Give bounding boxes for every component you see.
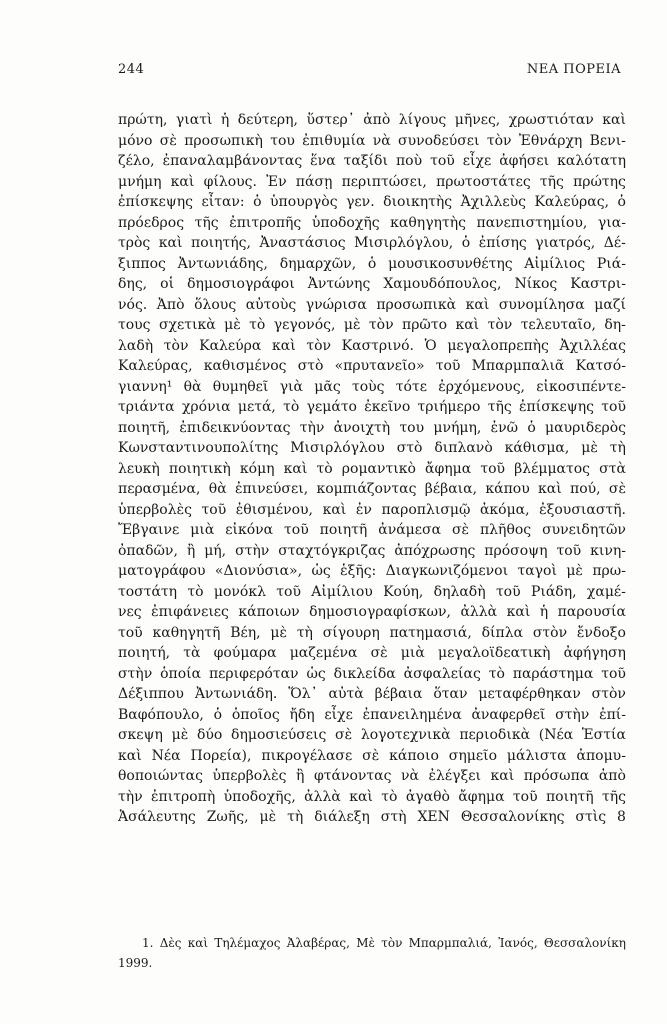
body-line: τους σχετικὰ μὲ τὸ γεγονός, μὲ τὸν πρῶτο καὶ τὸν τελευταῖο, δη- (118, 317, 626, 333)
body-line: σκεψη μὲ δύο δημοσιεύσεις σὲ λογοτεχνικὰ περιοδικὰ (Νέα Ἑστία (118, 727, 626, 743)
body-line: Δέξιππου Ἀντωνιάδη. Ὅλ᾽ αὐτὰ βέβαια ὅταν μεταφέρθηκαν στὸν (118, 686, 626, 702)
footnote-line: 1999. (118, 956, 153, 970)
body-line: ἐπίσκεψης εἶταν: ὁ ὑπουργὸς γεν. διοικητὴς Ἀχιλλεὺς Καλεύρας, ὁ (118, 194, 626, 210)
body-line: μόνο σὲ προσωπικὴ του ἐπιθυμία νὰ συνοδεύσει τὸν Ἐθνάρχη Βενι- (118, 132, 626, 149)
body-line: τοστάτη τὸ μονόκλ τοῦ Αἰμίλιου Κούη, δηλαδὴ τοῦ Ριάδη, χαμέ- (118, 583, 626, 600)
body-line: γιαννη¹ θὰ θυμηθεῖ γιὰ μᾶς τοὺς τότε ἐρχόμενους, εἰκοσιπέντε- (118, 378, 626, 395)
body-line: νός. Ἀπὸ ὅλους αὐτοὺς γνώρισα προσωπικὰ καὶ συνομίλησα μαζί (118, 296, 626, 313)
body-line: πρώτη, γιατὶ ἡ δεύτερη, ὕστερ᾽ ἀπὸ λίγους μῆνες, χρωστιόταν καὶ (118, 112, 626, 128)
page-number: 244 (118, 62, 145, 77)
body-line: πρόεδρος τῆς ἐπιτροπῆς ὑποδοχῆς καθηγητὴς πανεπιστημίου, για- (118, 214, 626, 231)
body-line: λευκὴ ποιητικὴ κόμη καὶ τὸ ρομαντικὸ ἄφημα τοῦ βλέμματος στὰ (118, 460, 626, 477)
body-line: ματογράφου «Διονύσια», ὡς ἑξῆς: Διαγκωνιζόμενοι ταγοὶ μὲ πρω- (118, 563, 626, 579)
footnote-line: 1. Δὲς καὶ Τηλέμαχος Ἀλαβέρας, Μὲ τὸν Μπαρμπαλιά, Ἰανός, Θεσσαλονίκη (142, 936, 626, 950)
body-line: καὶ Νέα Πορεία), πικρογέλασε σὲ κάποιο σημεῖο μάλιστα ἀπομυ- (118, 747, 626, 764)
body-line: τρὸς καὶ ποιητής, Ἀναστάσιος Μισιρλόγλου, ὁ ἐπίσης γιατρός, Δέ- (118, 235, 626, 251)
running-head-title: ΝΕΑ ΠΟΡΕΙΑ (526, 62, 621, 77)
body-line: Ἔβγαινε μιὰ εἰκόνα τοῦ ποιητῆ ἀνάμεσα σὲ πλῆθος συνειδητῶν (118, 522, 626, 538)
body-line: μνήμη καὶ φίλους. Ἐν πάσῃ περιπτώσει, πρωτοστάτες τῆς πρώτης (118, 173, 626, 190)
body-line: ξιππος Ἀντωνιάδης, δημαρχῶν, ὁ μουσικοσυνθέτης Αἰμίλιος Ριά- (118, 255, 626, 272)
body-line: τοῦ καθηγητῆ Βέη, μὲ τὴ σίγουρη πατημασιά, δίπλα στὸν ἔνδοξο (118, 624, 626, 641)
body-line: δης, οἱ δημοσιογράφοι Ἀντώνης Χαμουδόπουλος, Νίκος Καστρι- (118, 276, 626, 292)
body-text (118, 110, 626, 828)
body-line: ὑπερβολὲς τοῦ ἐθισμένου, καὶ ἐν παροπλισμῷ ἀκόμα, ἐξουσιαστῆ. (118, 501, 626, 518)
body-line: ζέλο, ἐπαναλαμβάνοντας ἕνα ταξίδι ποὺ τοῦ εἶχε ἀφήσει καλότατη (118, 153, 626, 169)
body-line: τὴν ἐπιτροπὴ ὑποδοχῆς, ἀλλὰ καὶ τὸ ἀγαθὸ ἄφημα τοῦ ποιητῆ τῆς (118, 788, 626, 805)
body-line: λαδὴ τὸν Καλεύρα καὶ τὸν Καστρινό. Ὁ μεγαλοπρεπὴς Ἀχιλλέας (118, 337, 626, 354)
body-line: τριάντα χρόνια μετά, τὸ γεμάτο ἐκεῖνο τριήμερο τῆς ἐπίσκεψης τοῦ (118, 399, 626, 415)
footnote (118, 933, 626, 973)
body-line: νες ἐπιφάνειες κάποιων δημοσιογραφίσκων, ἀλλὰ καὶ ἡ παρουσία (118, 604, 626, 620)
body-line: Καλεύρας, καθισμένος στὸ «πρυτανεῖο» τοῦ Μπαρμπαλιᾶ Κατσό- (118, 358, 626, 374)
body-line: ποιητή, τὰ φούμαρα μαζεμένα σὲ μιὰ μεγαλοϊδεατικὴ ἀφήγηση (118, 645, 626, 661)
body-line: Ἀσάλευτης Ζωῆς, μὲ τὴ διάλεξη στὴ ΧΕΝ Θεσσαλονίκης στὶς 8 (118, 809, 626, 825)
body-line: Βαφόπουλο, ὁ ὁποῖος ἤδη εἶχε ἐπανειλημένα ἀναφερθεῖ στὴν ἐπί- (118, 706, 626, 723)
body-line: θοποιώντας ὑπερβολὲς ἢ φτάνοντας νὰ ἐλέγξει καὶ πρόσωπα ἀπὸ (118, 768, 626, 784)
body-line: Κωνσταντινουπολίτης Μισιρλόγλου στὸ διπλανὸ κάθισμα, μὲ τὴ (118, 440, 626, 456)
body-line: ποιητῆ, ἐπιδεικνύοντας τὴν ἀνοιχτὴ του μνήμη, ἐνῶ ὁ μαυριδερὸς (118, 419, 626, 436)
body-line: περασμένα, θὰ ἐπινεύσει, κομπιάζοντας βέβαια, κάπου καὶ πού, σὲ (118, 481, 626, 497)
body-line: ὀπαδῶν, ἢ μή, στὴν σταχτόγκριζας ἀπόχρωσης πρόσοψη τοῦ κινη- (118, 542, 626, 559)
body-line: στὴν ὁποία περιφερόταν ὡς δικλείδα ἀσφαλείας τὸ παράστημα τοῦ (118, 665, 626, 682)
